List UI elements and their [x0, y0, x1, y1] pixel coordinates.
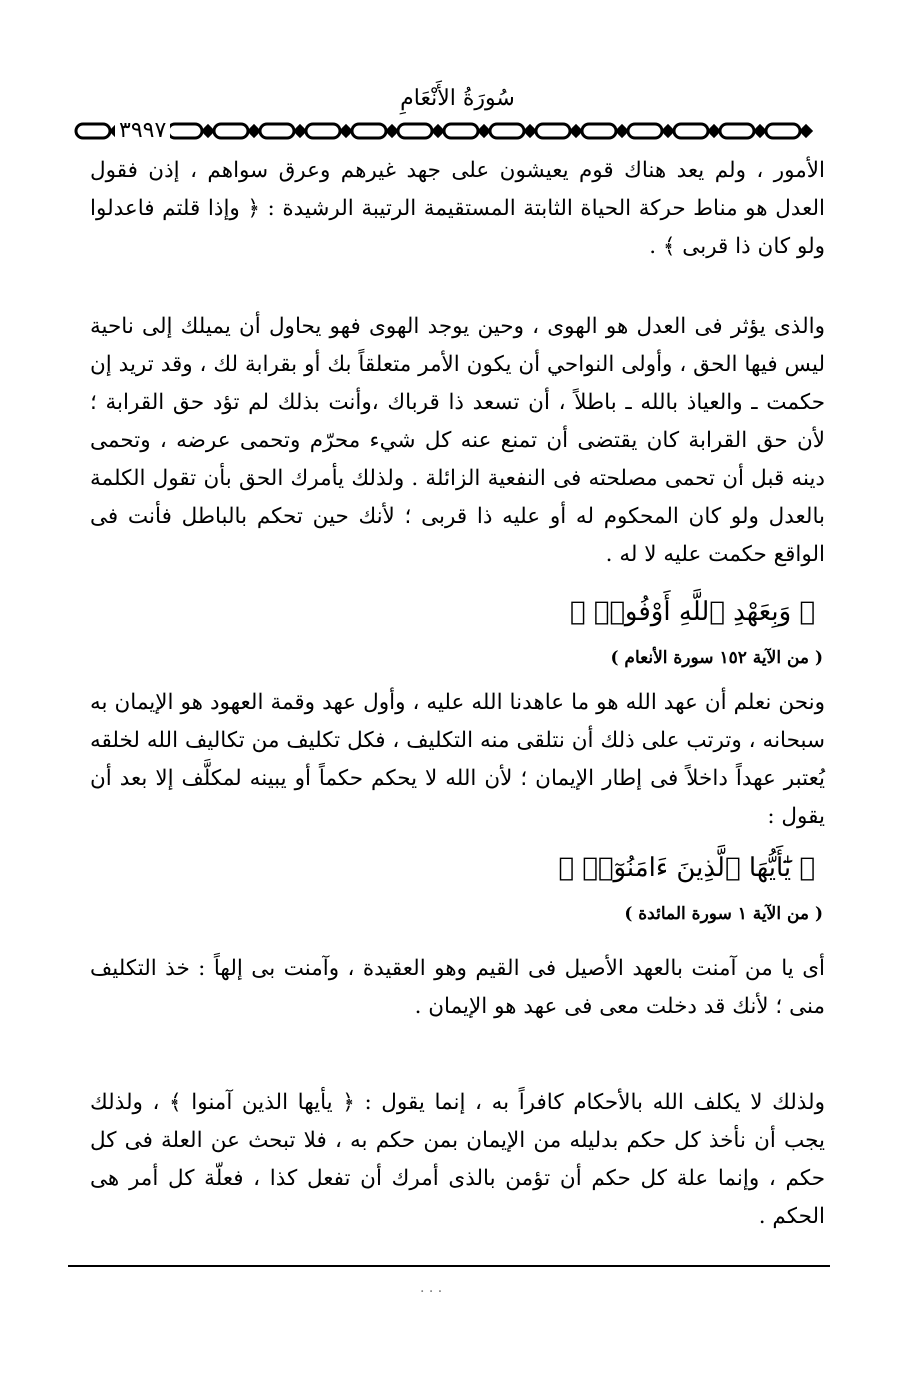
chain-link	[76, 124, 110, 138]
chain-diamond	[571, 126, 581, 136]
chain-link	[582, 124, 616, 138]
paragraph-2: والذى يؤثر فى العدل هو الهوى ، وحين يوجد الهوى فهو يحاول أن يميلك إلى ناحية ليس فيها الحق ، وأولى النواحي أن يكون الأمر متعلقاً بك أو بقرابة لك ، وقد تريد إن حكمت ـ والعياذ بالله ـ باطلاً ، أن تسعد ذا قرباك ،وأنت بذلك لم تؤد حق القرابة ؛ لأن حق القرابة كان يقتضى أن تمنع عنه كل شيء محرّم وتحمى عرضه ، وتحمى دينه قبل أن تحمى مصلحته فى النفعية الزائلة . ولذلك يأمرك الحق بأن تقول الكلمة بالعدل ولو كان المحكوم له أو عليه ذا قربى ؛ لأنك حين تحكم بالباطل فأنت فى الواقع حكمت عليه لا له .	[90, 314, 825, 567]
chain-diamond	[525, 126, 535, 136]
chain-link	[306, 124, 340, 138]
surah-title: سُورَةُ الأَنْعَامِ	[400, 86, 515, 111]
paragraph-3: ونحن نعلم أن عهد الله هو ما عاهدنا الله عليه ، وأول عهد وقمة العهود هو الإيمان به سبحانه ، وترتب على ذلك أن نتلقى منه التكليف ، فكل تكليف من تكاليف الله لخلقه يُعتبر عهداً داخلاً فى إطار الإيمان ؛ لأن الله لا يحكم حكماً أو يبينه لمكلَّف إلا بعد أن يقول :	[90, 690, 825, 829]
chain-diamond	[709, 126, 719, 136]
paragraph-1: الأمور ، ولم يعد هناك قوم يعيشون على جهد غيرهم وعرق سواهم ، إذن فقول العدل هو مناط حركة الحياة الثابتة المستقيمة الرتيبة الرشيدة : ﴿ وإذا قلتم فاعدلوا ولو كان ذا قربى ﴾ .	[90, 158, 825, 259]
chain-link	[444, 124, 478, 138]
chain-link	[766, 124, 800, 138]
chain-link	[536, 124, 570, 138]
decorative-header-border	[72, 117, 832, 145]
chain-diamond	[203, 126, 213, 136]
chain-diamond	[295, 126, 305, 136]
verse-reference-1: ( من الآية ١٥٢ سورة الأنعام )	[610, 648, 823, 668]
chain-diamond	[801, 126, 811, 136]
chain-diamond	[755, 126, 765, 136]
chain-link	[398, 124, 432, 138]
chain-link	[628, 124, 662, 138]
chain-link	[260, 124, 294, 138]
chain-diamond	[617, 126, 627, 136]
paragraph-4: أى يا من آمنت بالعهد الأصيل فى القيم وهو العقيدة ، وآمنت بى إلهاً : خذ التكليف منى ؛ لأنك قد دخلت معى فى عهد هو الإيمان .	[90, 956, 825, 1019]
paragraph-5: ولذلك لا يكلف الله بالأحكام كافراً به ، إنما يقول : ﴿ يأيها الذين آمنوا ﴾ ، ولذلك يجب أن نأخذ كل حكم بدليله من الإيمان بمن حكم به ، فلا تبحث عن العلة فى كل حكم ، وإنما علة كل حكم أن تؤمن بالذى أمرك أن تفعل كذا ، فعلّة كل أمر هى الحكم .	[90, 1090, 825, 1229]
verse-reference-2: ( من الآية ١ سورة المائدة )	[624, 904, 823, 924]
footer-mark: · · ·	[420, 1284, 443, 1300]
chain-link	[168, 124, 202, 138]
chain-diamond	[663, 126, 673, 136]
chain-diamond	[341, 126, 351, 136]
chain-diamond	[433, 126, 443, 136]
chain-diamond	[249, 126, 259, 136]
quran-verse-1: ﴿ وَبِعَهْدِ ٱللَّهِ أَوْفُوا۟ ﴾	[569, 597, 815, 627]
quran-verse-2: ﴿ يَٰٓأَيُّهَا ٱلَّذِينَ ءَامَنُوٓا۟ ﴾	[558, 853, 815, 883]
footer-rule	[68, 1265, 830, 1267]
chain-link	[674, 124, 708, 138]
chain-diamond	[387, 126, 397, 136]
page-number: ٣٩٩٧	[115, 118, 170, 144]
chain-link	[214, 124, 248, 138]
chain-link	[490, 124, 524, 138]
chain-link	[352, 124, 386, 138]
chain-diamond	[479, 126, 489, 136]
chain-link	[720, 124, 754, 138]
